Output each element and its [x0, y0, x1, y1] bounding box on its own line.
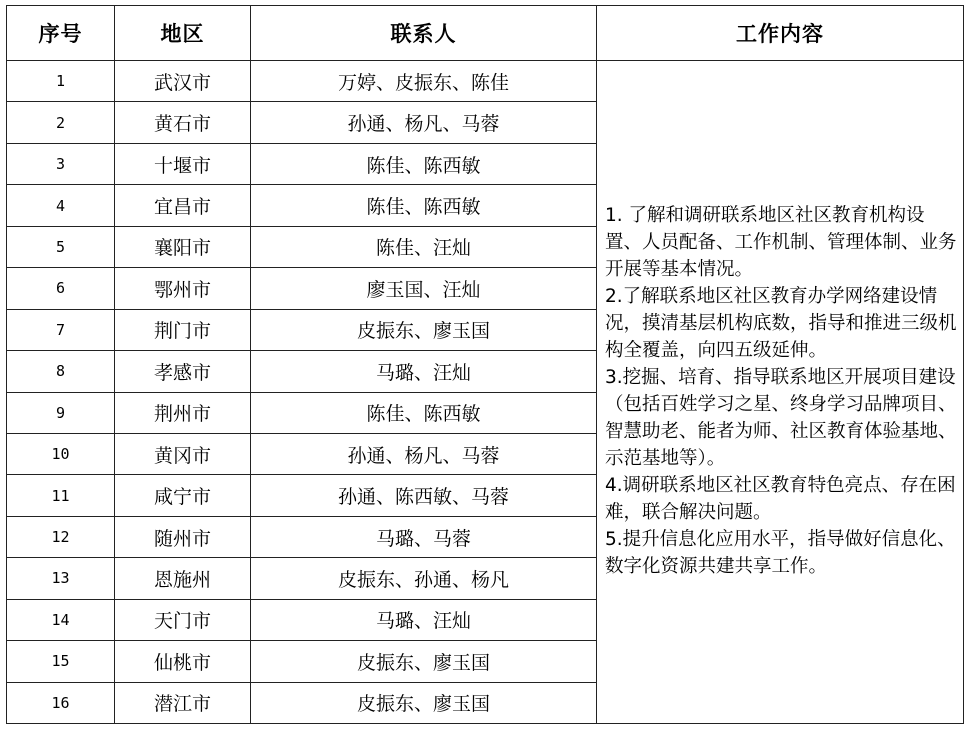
row-contacts: 孙通、陈西敏、马蓉	[251, 475, 597, 516]
row-contacts: 马璐、汪灿	[251, 351, 597, 392]
row-contacts: 皮振东、孙通、杨凡	[251, 558, 597, 599]
row-serial-number: 15	[7, 641, 115, 682]
row-serial-number: 14	[7, 599, 115, 640]
row-region: 鄂州市	[115, 268, 251, 309]
row-region: 荆门市	[115, 309, 251, 350]
row-region: 襄阳市	[115, 226, 251, 267]
header-work-content: 工作内容	[597, 6, 964, 61]
row-region: 咸宁市	[115, 475, 251, 516]
row-serial-number: 10	[7, 433, 115, 474]
row-region: 十堰市	[115, 143, 251, 184]
row-contacts: 皮振东、廖玉国	[251, 682, 597, 723]
row-contacts: 马璐、汪灿	[251, 599, 597, 640]
row-region: 随州市	[115, 516, 251, 557]
row-contacts: 皮振东、廖玉国	[251, 641, 597, 682]
row-serial-number: 5	[7, 226, 115, 267]
row-contacts: 万婷、皮振东、陈佳	[251, 61, 597, 102]
row-region: 荆州市	[115, 392, 251, 433]
row-region: 恩施州	[115, 558, 251, 599]
row-region: 潜江市	[115, 682, 251, 723]
row-contacts: 孙通、杨凡、马蓉	[251, 102, 597, 143]
header-row	[7, 6, 964, 61]
row-region: 黄石市	[115, 102, 251, 143]
row-region: 孝感市	[115, 351, 251, 392]
row-serial-number: 9	[7, 392, 115, 433]
row-serial-number: 2	[7, 102, 115, 143]
row-serial-number: 12	[7, 516, 115, 557]
row-serial-number: 16	[7, 682, 115, 723]
table-body	[7, 61, 964, 724]
row-contacts: 陈佳、陈西敏	[251, 392, 597, 433]
row-region: 黄冈市	[115, 433, 251, 474]
row-contacts: 孙通、杨凡、马蓉	[251, 433, 597, 474]
row-serial-number: 8	[7, 351, 115, 392]
row-serial-number: 6	[7, 268, 115, 309]
table-row	[7, 61, 964, 102]
row-serial-number: 1	[7, 61, 115, 102]
work-content-cell: 1. 了解和调研联系地区社区教育机构设置、人员配备、工作机制、管理体制、业务开展等基本情况。 2.了解联系地区社区教育办学网络建设情况，摸清基层机构底数，指导和推进三级机构全覆盖，向四五级延伸。 3.挖掘、培育、指导联系地区开展项目建设（包括百姓学习之星、终身学习品牌项目、智慧助老、能者为师、社区教育体验基地、示范基地等）。 4.调研联系地区社区教育特色亮点、存在困难，联合解决问题。 5.提升信息化应用水平，指导做好信息化、数字化资源共建共享工作。	[597, 61, 964, 724]
row-serial-number: 3	[7, 143, 115, 184]
row-serial-number: 7	[7, 309, 115, 350]
row-serial-number: 13	[7, 558, 115, 599]
row-contacts: 陈佳、汪灿	[251, 226, 597, 267]
header-region: 地区	[115, 6, 251, 61]
contact-assignment-table	[6, 5, 964, 724]
row-serial-number: 11	[7, 475, 115, 516]
header-serial-number: 序号	[7, 6, 115, 61]
row-serial-number: 4	[7, 185, 115, 226]
row-region: 武汉市	[115, 61, 251, 102]
row-contacts: 陈佳、陈西敏	[251, 143, 597, 184]
row-region: 天门市	[115, 599, 251, 640]
row-contacts: 陈佳、陈西敏	[251, 185, 597, 226]
row-region: 宜昌市	[115, 185, 251, 226]
row-contacts: 马璐、马蓉	[251, 516, 597, 557]
row-contacts: 皮振东、廖玉国	[251, 309, 597, 350]
row-region: 仙桃市	[115, 641, 251, 682]
header-contacts: 联系人	[251, 6, 597, 61]
row-contacts: 廖玉国、汪灿	[251, 268, 597, 309]
